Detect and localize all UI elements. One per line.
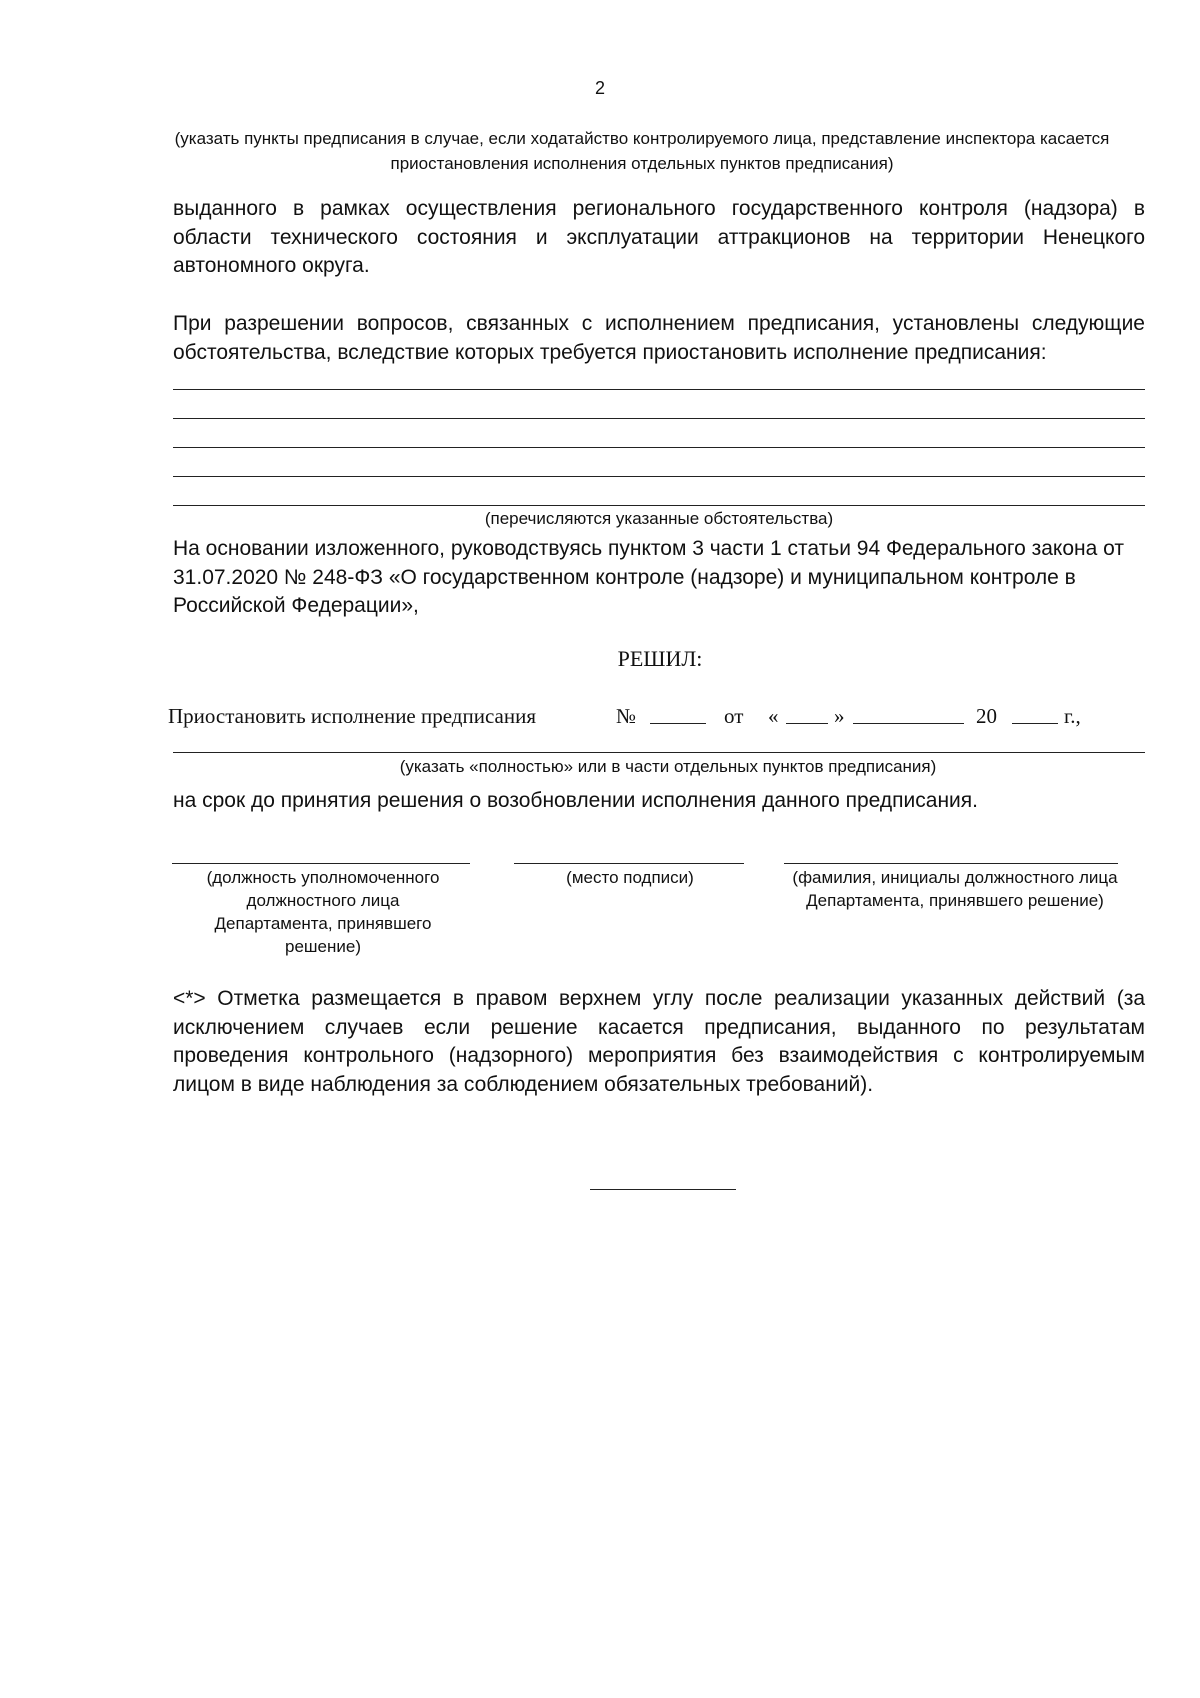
- position-signature-line: [172, 863, 470, 864]
- circumstances-blank-line-1: [173, 389, 1145, 390]
- day-blank: [786, 723, 828, 724]
- circumstances-caption: (перечисляются указанные обстоятельства): [484, 509, 834, 528]
- year-prefix: 20: [976, 704, 997, 728]
- quote-close: »: [834, 704, 845, 728]
- year-blank: [1012, 723, 1058, 724]
- decision-heading: РЕШИЛ:: [617, 646, 703, 671]
- circumstances-blank-line-2: [173, 418, 1145, 419]
- number-sign: №: [616, 704, 637, 728]
- month-blank: [853, 723, 964, 724]
- scope-blank-line: [173, 752, 1145, 753]
- term-paragraph: на срок до принятия решения о возобновлении исполнения данного предписания.: [173, 789, 978, 812]
- circumstances-intro-paragraph: При разрешении вопросов, связанных с исполнением предписания, установлены следующие обстоятельства, вследствие которых требуется приостановить исполнение предписания:: [173, 312, 1145, 364]
- issued-under-paragraph: выданного в рамках осуществления регионального государственного контроля (надзора) в области технического состояния и эксплуатации аттракционов на территории Ненецкого автономного округа.: [173, 197, 1145, 277]
- instruction-note: (указать пункты предписания в случае, если ходатайство контролируемого лица, представление инспектора касается приостановления исполнения отдельных пунктов предписания): [174, 129, 1110, 173]
- name-signature-line: [784, 863, 1118, 864]
- document-end-line: [590, 1189, 736, 1190]
- suspend-label: Приостановить исполнение предписания: [168, 704, 536, 728]
- circumstances-blank-line-4: [173, 476, 1145, 477]
- position-caption: (должность уполномоченного должностного лица Департамента, принявшего решение): [206, 868, 440, 956]
- year-suffix: г.,: [1064, 704, 1081, 728]
- page-number: 2: [594, 78, 605, 98]
- place-caption: (место подписи): [566, 868, 694, 887]
- from-label: от: [724, 704, 744, 728]
- place-signature-line: [514, 863, 744, 864]
- footnote-paragraph: <*> Отметка размещается в правом верхнем углу после реализации указанных действий (за исключением случаев если решение касается предписания, выданного по результатам проведения контрольного (надзорного) мероприятия без взаимодействия с контролируемым лицом в виде наблюдения за соблюдением обязательных требований).: [173, 987, 1145, 1096]
- legal-basis-paragraph: На основании изложенного, руководствуясь пунктом 3 части 1 статьи 94 Федерального закона от 31.07.2020 № 248-ФЗ «О государственном контроле (надзоре) и муниципальном контроле в Российской Федерации»,: [173, 537, 1124, 617]
- scope-caption: (указать «полностью» или в части отдельных пунктов предписания): [399, 757, 937, 776]
- circumstances-blank-line-3: [173, 447, 1145, 448]
- name-caption: (фамилия, инициалы должностного лица Департамента, принявшего решение): [792, 868, 1118, 910]
- quote-open: «: [768, 704, 779, 728]
- circumstances-blank-line-5: [173, 505, 1145, 506]
- number-blank: [650, 723, 706, 724]
